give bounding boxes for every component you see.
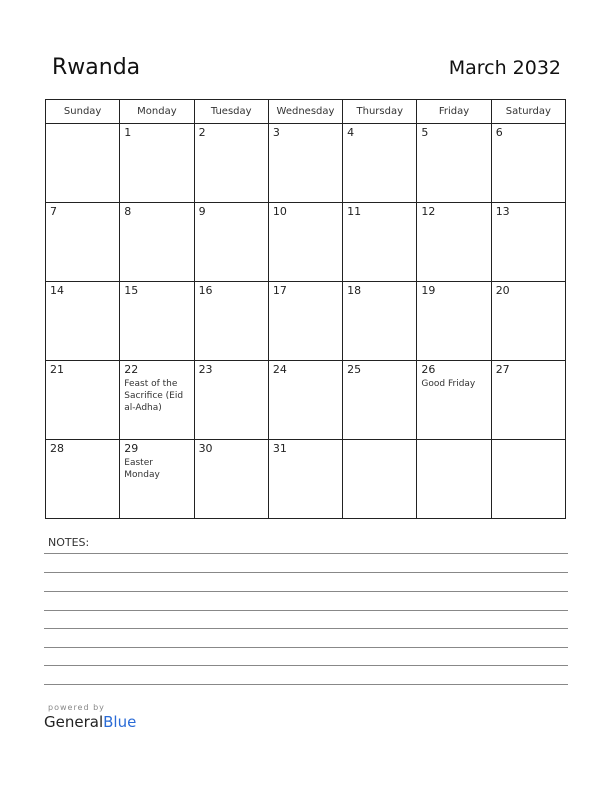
notes-line [44, 572, 568, 573]
day-cell [343, 282, 417, 361]
calendar-table [45, 99, 566, 519]
notes-line [44, 610, 568, 611]
day-cell [343, 440, 417, 519]
day-number: 14 [50, 284, 64, 297]
day-number: 23 [198, 363, 213, 376]
day-cell [417, 440, 491, 519]
day-cell [194, 124, 268, 203]
day-number: 5 [421, 126, 429, 139]
brand-logo [44, 703, 136, 732]
day-cell [491, 440, 565, 519]
day-number: 24 [272, 363, 287, 376]
day-number: 8 [124, 205, 132, 218]
day-number: 26 [421, 363, 436, 376]
day-cell [120, 282, 194, 361]
brand-blue-text: Blue [103, 713, 137, 731]
day-number: 11 [347, 205, 362, 218]
day-number: 25 [347, 363, 362, 376]
day-cell [417, 124, 491, 203]
day-number: 2 [198, 126, 206, 139]
weekday-header: Thursday [343, 100, 417, 124]
day-number: 18 [347, 284, 362, 297]
notes-line [44, 647, 568, 648]
day-number: 7 [50, 205, 57, 218]
weekday-header: Monday [120, 100, 194, 124]
day-cell [194, 440, 268, 519]
brand-name [44, 712, 136, 732]
notes-label: NOTES: [48, 536, 90, 549]
day-number: 6 [495, 126, 503, 139]
weekday-header: Sunday [46, 100, 120, 124]
day-number: 15 [124, 284, 139, 297]
holiday-label: Easter Monday [124, 458, 160, 480]
country-title: Rwanda [52, 55, 141, 80]
day-cell [343, 203, 417, 282]
day-number: 12 [421, 205, 436, 218]
day-number: 30 [198, 442, 213, 455]
notes-line [44, 684, 568, 685]
week-row [46, 124, 566, 203]
weekday-header: Wednesday [268, 100, 342, 124]
day-cell [120, 203, 194, 282]
day-number: 19 [421, 284, 436, 297]
day-cell [268, 124, 342, 203]
week-row [46, 203, 566, 282]
day-number: 16 [198, 284, 213, 297]
holiday-label: Good Friday [421, 379, 476, 389]
calendar-body [46, 124, 566, 519]
day-cell [46, 440, 120, 519]
weekday-header: Tuesday [194, 100, 268, 124]
day-cell [268, 282, 342, 361]
day-cell [120, 440, 194, 519]
month-title: March 2032 [448, 57, 561, 79]
notes-line [44, 665, 568, 666]
week-row [46, 282, 566, 361]
day-number: 21 [50, 363, 64, 376]
day-cell [491, 361, 565, 440]
notes-line [44, 628, 568, 629]
day-cell [120, 124, 194, 203]
day-number: 20 [495, 284, 510, 297]
weekday-header: Saturday [491, 100, 565, 124]
day-cell [268, 361, 342, 440]
day-cell [417, 282, 491, 361]
day-cell [343, 361, 417, 440]
day-cell [417, 361, 491, 440]
day-cell [46, 124, 120, 203]
day-cell [491, 282, 565, 361]
brand-general-text: General [44, 713, 104, 731]
day-cell [491, 203, 565, 282]
day-cell [194, 282, 268, 361]
day-number: 22 [124, 363, 139, 376]
day-number: 17 [272, 284, 287, 297]
day-cell [120, 361, 194, 440]
day-cell [46, 361, 120, 440]
day-cell [417, 203, 491, 282]
day-number: 28 [50, 442, 64, 455]
day-cell [194, 361, 268, 440]
day-number: 31 [272, 442, 287, 455]
day-number: 4 [347, 126, 355, 139]
day-number: 1 [124, 126, 132, 139]
week-row [46, 440, 566, 519]
day-cell [268, 203, 342, 282]
day-cell [343, 124, 417, 203]
holiday-label: Feast of the Sacrifice (Eid al-Adha) [124, 379, 184, 413]
day-cell [194, 203, 268, 282]
day-number: 10 [272, 205, 287, 218]
day-cell [491, 124, 565, 203]
day-number: 9 [198, 205, 206, 218]
week-row [46, 361, 566, 440]
day-number: 29 [124, 442, 139, 455]
day-number: 13 [495, 205, 510, 218]
notes-line [44, 591, 568, 592]
day-cell [46, 203, 120, 282]
day-cell [268, 440, 342, 519]
notes-line [44, 553, 568, 554]
calendar-grid [45, 99, 566, 512]
day-number: 27 [495, 363, 510, 376]
powered-by-text: powered by [48, 703, 105, 712]
weekday-header-row [46, 100, 566, 124]
weekday-header: Friday [417, 100, 491, 124]
day-cell [46, 282, 120, 361]
day-number: 3 [272, 126, 280, 139]
